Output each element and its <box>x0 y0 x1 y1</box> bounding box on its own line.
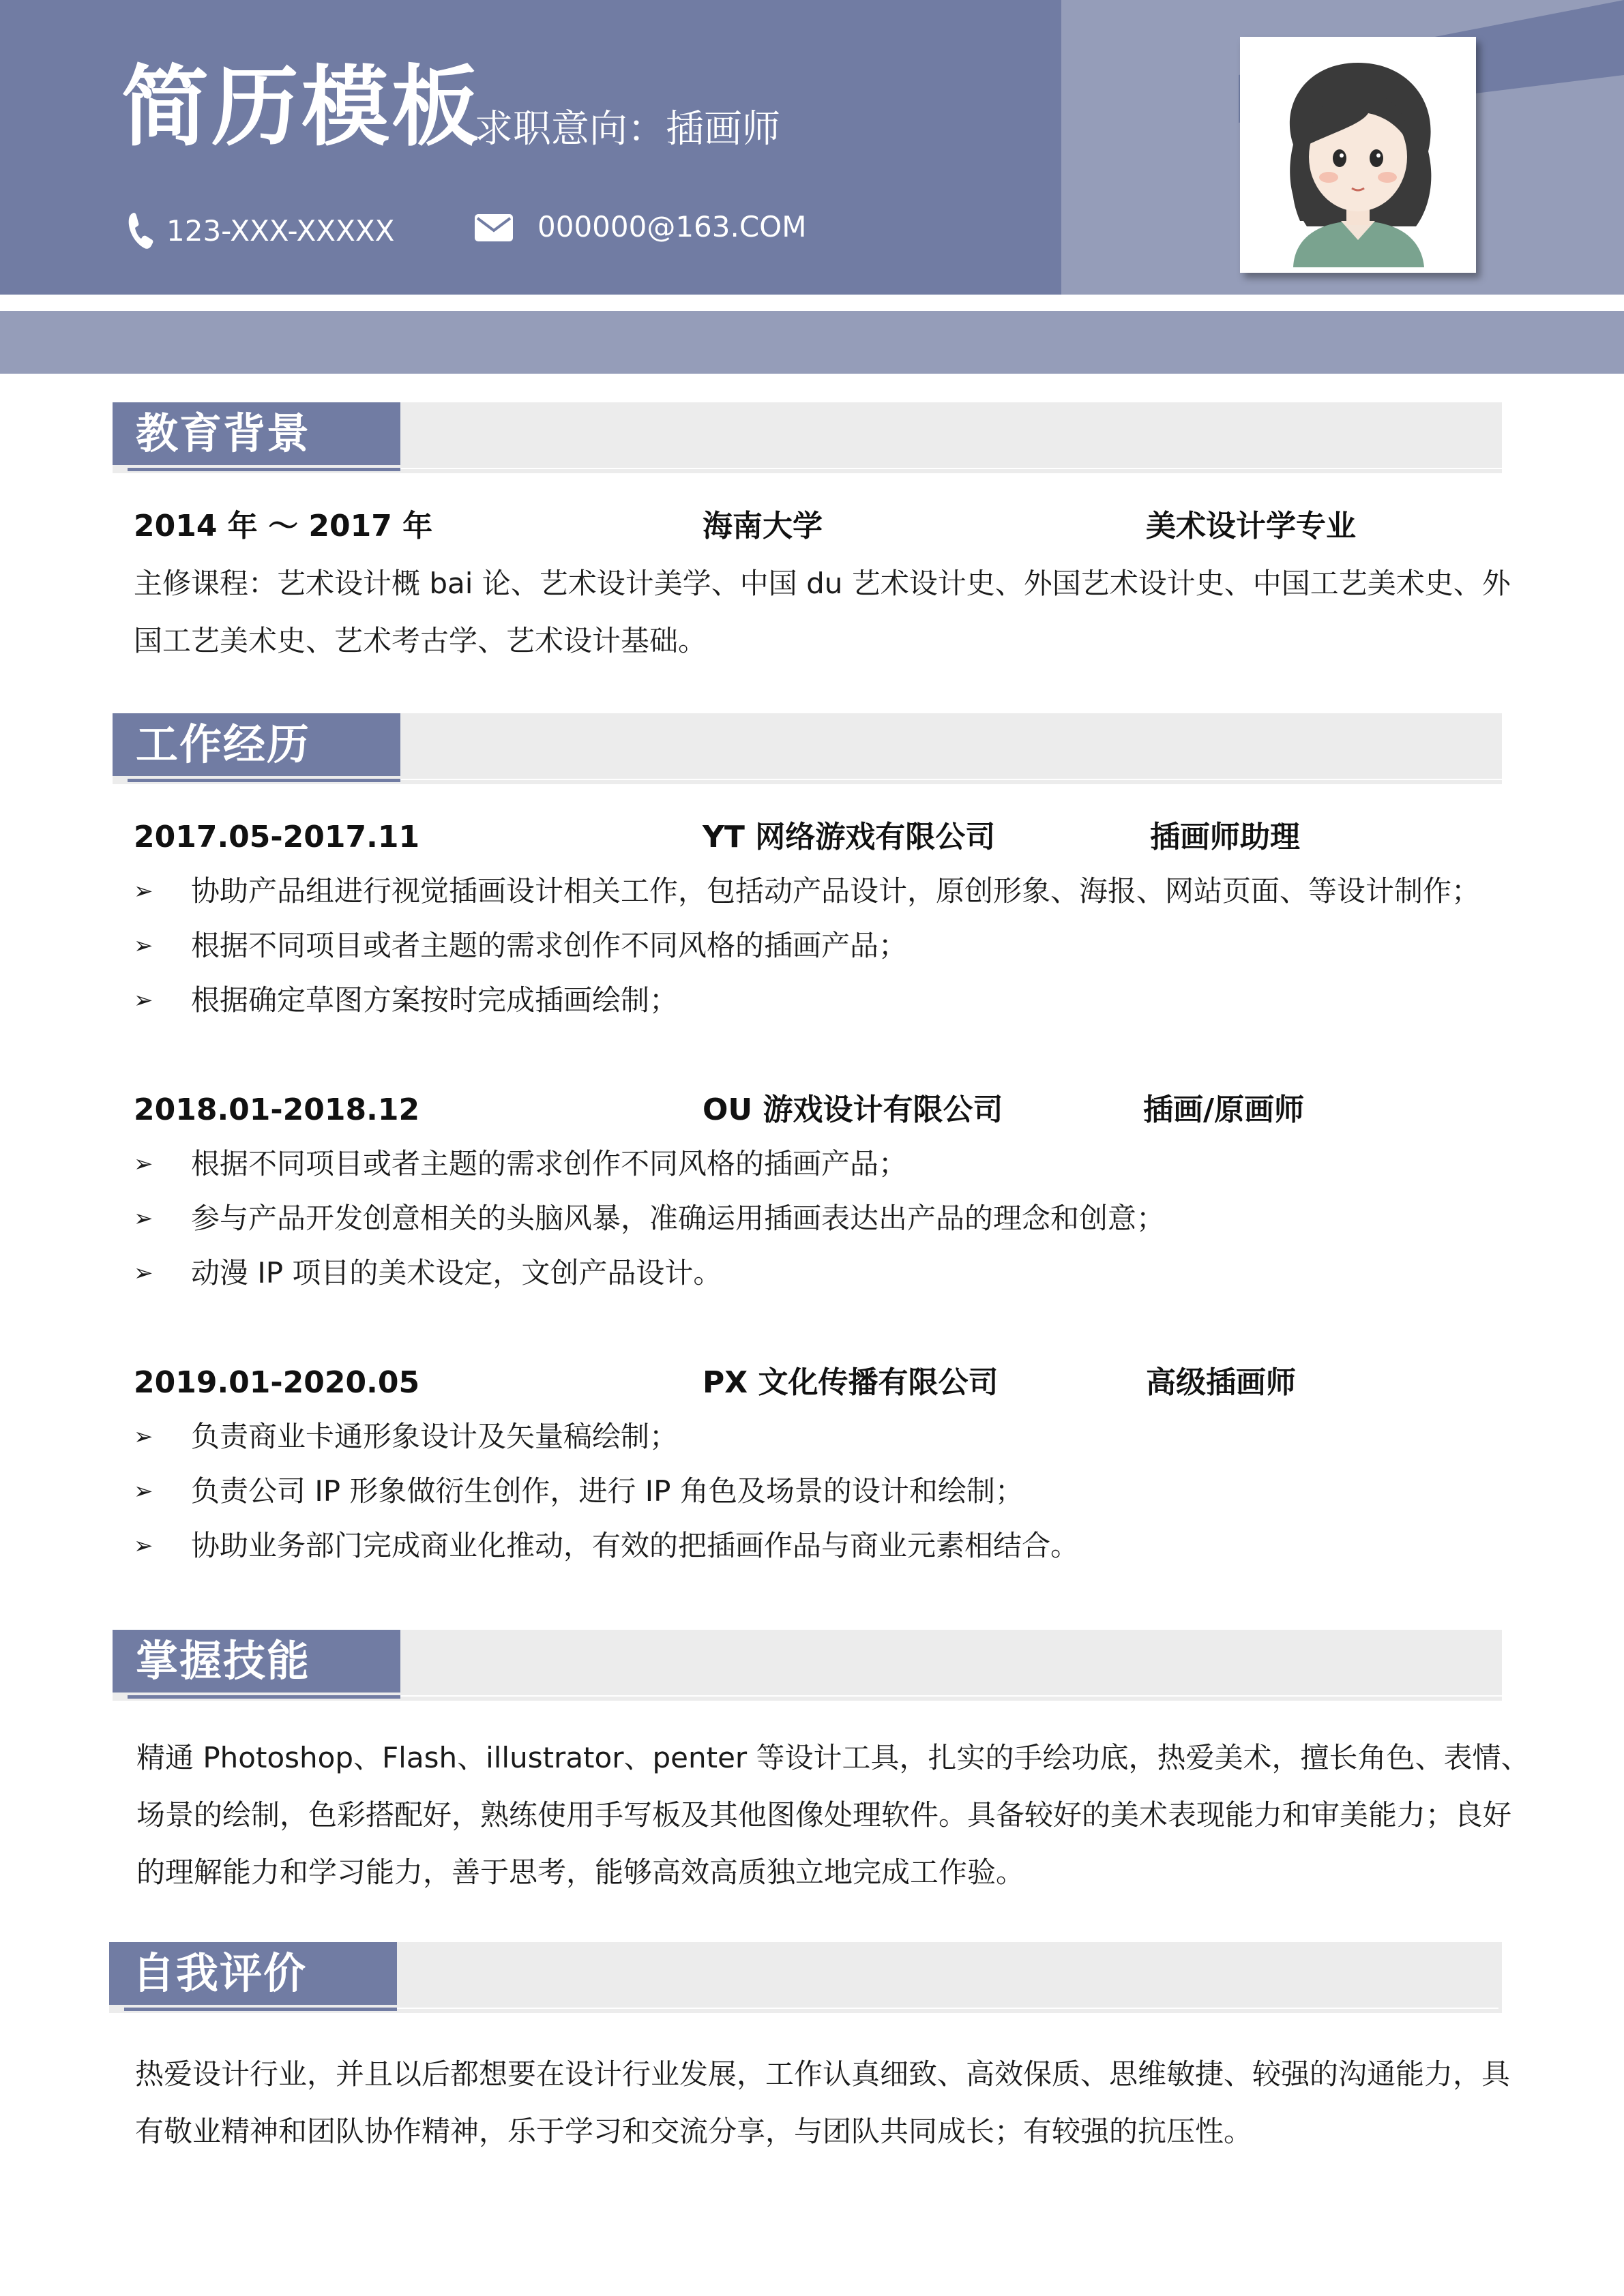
bullet-arrow-icon: ➢ <box>134 1205 153 1232</box>
job-bullet: 负责商业卡通形象设计及矢量稿绘制； <box>191 1420 679 1453</box>
job-bullet: 协助产品组进行视觉插画设计相关工作，包括动产品设计，原创形象、海报、网站页面、等设计制作； <box>191 874 1481 908</box>
bullet-arrow-icon: ➢ <box>134 1478 153 1505</box>
job-bullet: 负责公司 IP 形象做衍生创作，进行 IP 角色及场景的设计和绘制； <box>191 1474 1024 1508</box>
bullet-arrow-icon: ➢ <box>134 1259 153 1287</box>
job-period: 2017.05-2017.11 <box>134 820 420 854</box>
bullet-arrow-icon: ➢ <box>134 1150 153 1178</box>
job-bullet: 动漫 IP 项目的美术设定，文创产品设计。 <box>191 1256 722 1289</box>
section-rule <box>400 1695 1502 1697</box>
bullet-arrow-icon: ➢ <box>134 1423 153 1450</box>
job-company: PX 文化传播有限公司 <box>703 1365 999 1400</box>
education-school: 海南大学 <box>703 509 823 543</box>
bullet-arrow-icon: ➢ <box>134 878 153 905</box>
education-courses-line1: 主修课程：艺术设计概 bai 论、艺术设计美学、中国 du 艺术设计史、外国艺术设计史、中国工艺美术史、外 <box>134 567 1511 600</box>
bullet-arrow-icon: ➢ <box>134 1532 153 1560</box>
skills-line2: 场景的绘制，色彩搭配好，熟练使用手写板及其他图像处理软件。具备较好的美术表现能力和审美能力；良好 <box>136 1798 1512 1832</box>
job-period: 2019.01-2020.05 <box>134 1365 420 1400</box>
section-skills <box>113 1630 1502 1701</box>
section-title-work: 工作经历 <box>113 713 400 776</box>
job-role: 插画/原画师 <box>1143 1092 1305 1127</box>
section-rule <box>400 779 1502 780</box>
skills-line1: 精通 Photoshop、Flash、illustrator、penter 等设计工具，扎实的手绘功底，热爱美术，擅长角色、表情、 <box>136 1741 1530 1774</box>
section-work <box>113 713 1502 784</box>
section-underline <box>128 468 400 471</box>
job-bullet: 根据确定草图方案按时完成插画绘制； <box>191 983 679 1017</box>
education-major: 美术设计学专业 <box>1146 509 1356 543</box>
job-bullet: 根据不同项目或者主题的需求创作不同风格的插画产品； <box>191 1147 908 1180</box>
section-rule <box>400 468 1502 469</box>
education-courses-line2: 国工艺美术史、艺术考古学、艺术设计基础。 <box>134 624 707 657</box>
job-intent: 求职意向：插画师 <box>475 107 780 151</box>
resume-title: 简历模板 <box>121 57 482 158</box>
job-bullet: 协助业务部门完成商业化推动，有效的把插画作品与商业元素相结合。 <box>191 1529 1080 1562</box>
job-period: 2018.01-2018.12 <box>134 1092 420 1127</box>
section-education <box>113 402 1502 473</box>
mail-icon <box>475 214 513 241</box>
job-bullet: 参与产品开发创意相关的头脑风暴，准确运用插画表达出产品的理念和创意； <box>191 1202 1166 1235</box>
job-bullet: 根据不同项目或者主题的需求创作不同风格的插画产品； <box>191 929 908 962</box>
bullet-arrow-icon: ➢ <box>134 932 153 959</box>
email-address: 000000@163.COM <box>537 210 807 243</box>
self-evaluation-line1: 热爱设计行业，并且以后都想要在设计行业发展，工作认真细致、高效保质、思维敏捷、较强的沟通能力，具 <box>135 2057 1511 2091</box>
avatar-illustration <box>1245 42 1471 267</box>
self-evaluation-line2: 有敬业精神和团队协作精神，乐于学习和交流分享，与团队共同成长；有较强的抗压性。 <box>135 2115 1253 2148</box>
section-title-self-evaluation: 自我评价 <box>109 1942 397 2005</box>
skills-line3: 的理解能力和学习能力，善于思考，能够高效高质独立地完成工作验。 <box>136 1855 1025 1889</box>
section-title-skills: 掌握技能 <box>113 1630 400 1693</box>
job-company: YT 网络游戏有限公司 <box>703 820 996 854</box>
section-rule <box>397 2008 1498 2009</box>
section-title-education: 教育背景 <box>113 402 400 465</box>
header-divider-strip <box>0 311 1624 374</box>
education-period: 2014 年 ～ 2017 年 <box>134 509 433 543</box>
section-underline <box>124 2008 397 2011</box>
job-company: OU 游戏设计有限公司 <box>703 1092 1003 1127</box>
phone-number: 123-XXX-XXXXX <box>166 214 395 248</box>
bullet-arrow-icon: ➢ <box>134 987 153 1014</box>
job-role: 插画师助理 <box>1150 820 1300 854</box>
job-role: 高级插画师 <box>1146 1365 1296 1400</box>
phone-icon <box>127 211 154 250</box>
section-self-evaluation <box>109 1942 1502 2013</box>
section-underline <box>128 779 400 782</box>
section-underline <box>128 1695 400 1699</box>
